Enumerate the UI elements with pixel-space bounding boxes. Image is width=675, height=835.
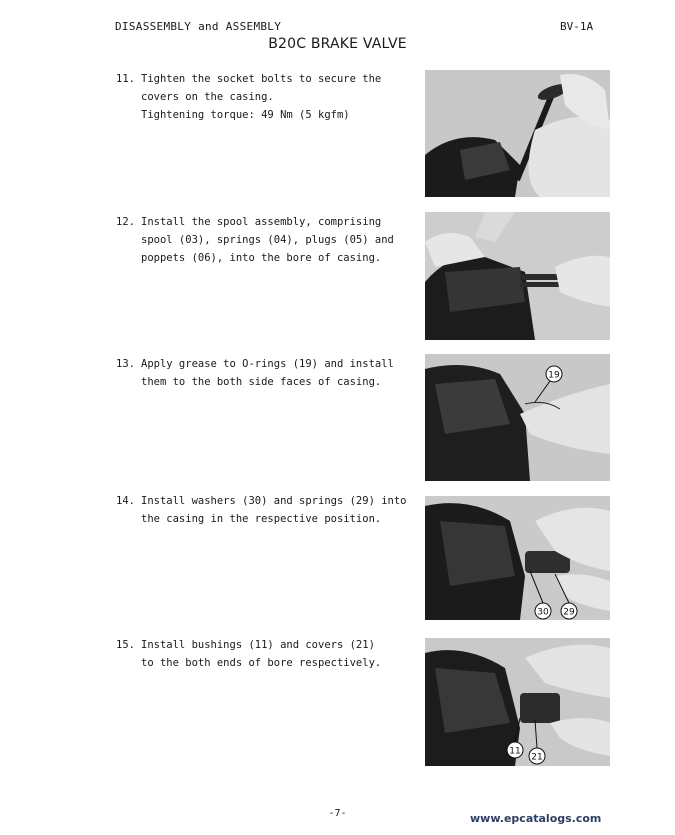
- step-line: 11. Tighten the socket bolts to secure the: [116, 70, 406, 88]
- callout-21: 21: [531, 752, 543, 763]
- callout-30: 30: [537, 607, 549, 618]
- step-15: [116, 636, 406, 672]
- step-13: [116, 355, 406, 391]
- photo-bushing-cover-install: [425, 638, 610, 766]
- step-number: 12.: [116, 216, 135, 228]
- step-line: to the both ends of bore respectively.: [141, 657, 382, 669]
- step-line: the casing in the respective position.: [141, 513, 382, 525]
- document-code: BV-1A: [560, 20, 594, 33]
- step-line: Tightening torque: 49 Nm (5 kgfm): [141, 109, 350, 121]
- step-line: poppets (06), into the bore of casing.: [141, 252, 382, 264]
- photo-spool-install: [425, 212, 610, 340]
- step-line: them to the both side faces of casing.: [141, 376, 382, 388]
- photo-step-11: [425, 70, 610, 197]
- photo-step-15: [425, 638, 610, 766]
- step-14: [116, 492, 406, 528]
- photo-torque-wrench: [425, 70, 610, 197]
- step-11: [116, 70, 406, 124]
- page-title: B20C BRAKE VALVE: [268, 36, 407, 52]
- watermark-url: www.epcatalogs.com: [470, 812, 602, 825]
- step-12: [116, 213, 406, 267]
- step-line: 14. Install washers (30) and springs (29) into: [116, 492, 406, 510]
- section-header: DISASSEMBLY and ASSEMBLY: [115, 20, 282, 33]
- step-number: 15.: [116, 639, 135, 651]
- step-number: 11.: [116, 73, 135, 85]
- step-line: covers on the casing.: [141, 91, 274, 103]
- step-line: 13. Apply grease to O-rings (19) and install: [116, 355, 406, 373]
- photo-step-12: [425, 212, 610, 340]
- step-number: 13.: [116, 358, 135, 370]
- step-line: spool (03), springs (04), plugs (05) and: [141, 234, 394, 246]
- photo-washer-spring-install: [425, 496, 610, 620]
- callout-19: 19: [548, 370, 560, 381]
- step-line: 12. Install the spool assembly, comprising: [116, 213, 406, 231]
- step-number: 14.: [116, 495, 135, 507]
- callout-11: 11: [509, 746, 521, 757]
- page-number: -7-: [328, 808, 347, 819]
- photo-step-14: [425, 496, 610, 620]
- step-line: 15. Install bushings (11) and covers (21): [116, 636, 406, 654]
- photo-oring-install: [425, 354, 610, 481]
- photo-step-13: [425, 354, 610, 481]
- callout-29: 29: [563, 607, 575, 618]
